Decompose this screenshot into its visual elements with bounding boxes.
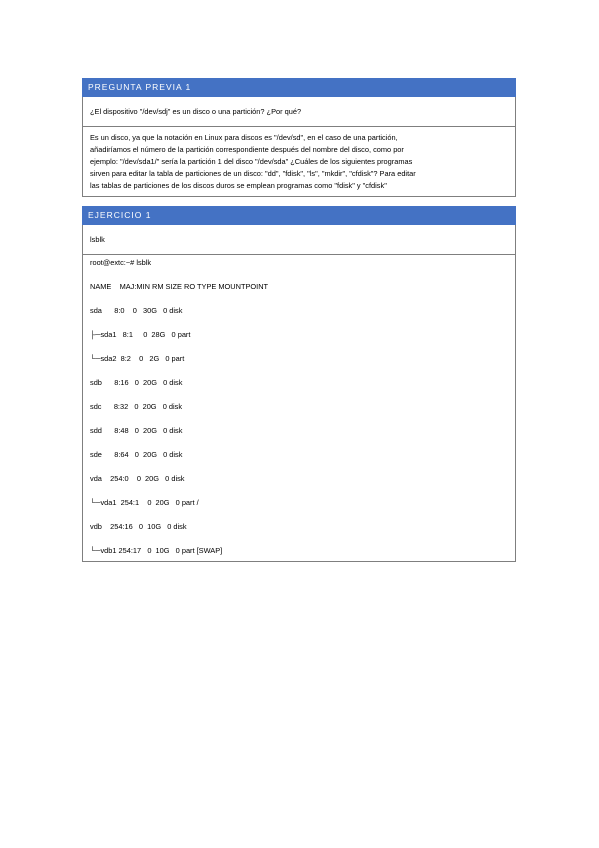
terminal-line: sda 8:0 0 30G 0 disk [90, 306, 183, 315]
terminal-line: vda 254:0 0 20G 0 disk [90, 474, 185, 483]
terminal-line: sdd 8:48 0 20G 0 disk [90, 426, 183, 435]
terminal-line: └─vda1 254:1 0 20G 0 part / [90, 498, 199, 507]
answer-line: ejemplo: "/dev/sda1/" sería la partición 1 del disco "/dev/sda" ¿Cuáles de los siguientes programas [90, 157, 413, 166]
terminal-line: vdb 254:16 0 10G 0 disk [90, 522, 187, 531]
answer-line: Es un disco, ya que la notación en Linux para discos es "/dev/sd", en el caso de una partición, [90, 133, 398, 142]
question-text: ¿El dispositivo "/dev/sdj" es un disco o una partición? ¿Por qué? [90, 106, 302, 116]
section-header: PREGUNTA PREVIA 1 [82, 78, 516, 97]
answer-cell [83, 126, 515, 196]
command-cell [83, 225, 515, 254]
terminal-line: sdb 8:16 0 20G 0 disk [90, 378, 183, 387]
terminal-line: sdc 8:32 0 20G 0 disk [90, 402, 183, 411]
terminal-line: root@extc:~# lsblk [90, 258, 152, 267]
section-header: EJERCICIO 1 [82, 206, 516, 225]
command-text: lsblk [90, 234, 105, 244]
pregunta-previa-section [82, 78, 516, 197]
answer-line: las tablas de particiones de los discos duros se emplean programas como "fdisk" y "cfdisk" [90, 181, 387, 190]
pregunta-box [82, 97, 516, 197]
terminal-line: └─sda2 8:2 0 2G 0 part [90, 354, 185, 363]
terminal-line: └─vdb1 254:17 0 10G 0 part [SWAP] [90, 546, 223, 555]
answer-line: añadiríamos el número de la partición correspondiente después del nombre del disco, como por [90, 145, 404, 154]
terminal-output [83, 254, 515, 561]
terminal-line: ├─sda1 8:1 0 28G 0 part [90, 330, 191, 339]
terminal-line: sde 8:64 0 20G 0 disk [90, 450, 183, 459]
ejercicio-box [82, 225, 516, 562]
answer-line: sirven para editar la tabla de particiones de un disco: "dd", "fdisk", "ls", "mkdir", "cfdisk"? Para editar [90, 169, 416, 178]
question-cell [83, 97, 515, 126]
terminal-line: NAME MAJ:MIN RM SIZE RO TYPE MOUNTPOINT [90, 282, 269, 291]
ejercicio-section [82, 206, 516, 562]
